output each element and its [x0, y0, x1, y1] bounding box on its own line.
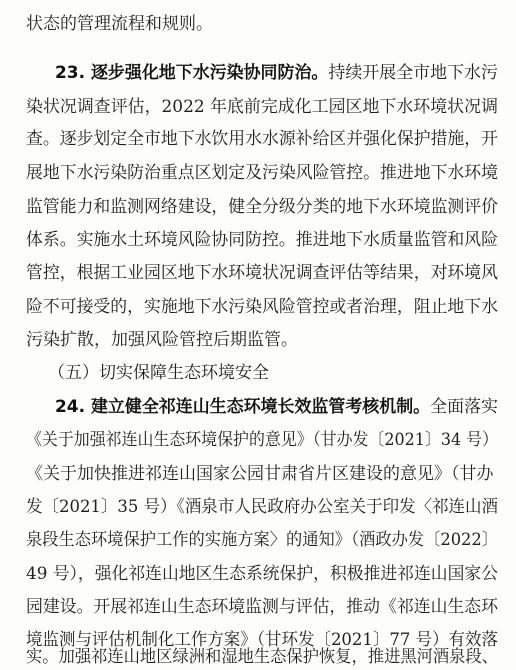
text-line: 险不可接受的，实施地下水污染风险管控或者治理，阻止地下水 — [26, 297, 499, 317]
subsection-heading: （五）切实保障生态环境安全 — [48, 363, 269, 383]
text-line: 49 号），强化祁连山地区生态系统保护，积极推进祁连山国家公 — [26, 564, 499, 584]
text-line: 体系。实施水土环境风险协同防控。推进地下水质量监管和风险 — [26, 230, 499, 250]
text-line: 污染扩散，加强风险管控后期监管。 — [26, 330, 298, 350]
text-line: 园建设。开展祁连山生态环境监测与评估，推动《祁连山生态环 — [26, 597, 499, 617]
text-line: 《关于加强祁连山生态环境保护的意见》（甘办发〔2021〕34 号） — [26, 430, 499, 450]
section-24-heading: 24. 建立健全祁连山生态环境长效监管考核机制。 — [55, 397, 431, 417]
text-line: 发〔2021〕35 号）《酒泉市人民政府办公室关于印发〈祁连山酒 — [26, 497, 499, 517]
text-line: 监管能力和监测网络建设，健全分级分类的地下水环境监测评价 — [26, 197, 499, 217]
text-line: 《关于加快推进祁连山国家公园甘肃省片区建设的意见》（甘办 — [26, 464, 494, 484]
section-24-line: 24. 建立健全祁连山生态环境长效监管考核机制。全面落实 — [55, 397, 498, 417]
text-line: 境监测与评估机制化工作方案》（甘环发〔2021〕77 号）有效落 — [26, 630, 499, 650]
text-line: 染状况调查评估，2022 年底前完成化工园区地下水环境状况调 — [26, 97, 499, 117]
text-line: 展地下水污染防治重点区划定及污染风险管控。推进地下水环境 — [26, 163, 499, 183]
text-line: 查。逐步划定全市地下水饮用水水源补给区并强化保护措施，开 — [26, 129, 499, 149]
section-23-line: 23. 逐步强化地下水污染协同防治。持续开展全市地下水污 — [55, 63, 498, 83]
text-line: 管控，根据工业园区地下水环境状况调查评估等结果，对环境风 — [26, 263, 499, 283]
text-line: 实。加强祁连山地区绿洲和湿地生态保护恢复，推进黑河酒泉段、 — [26, 647, 498, 667]
text-line: 状态的管理流程和规则。 — [26, 14, 213, 34]
text-line: 泉段生态环境保护工作的实施方案〉的通知》（酒政办发〔2022〕 — [26, 530, 498, 550]
section-23-heading: 23. 逐步强化地下水污染协同防治。 — [55, 63, 329, 83]
